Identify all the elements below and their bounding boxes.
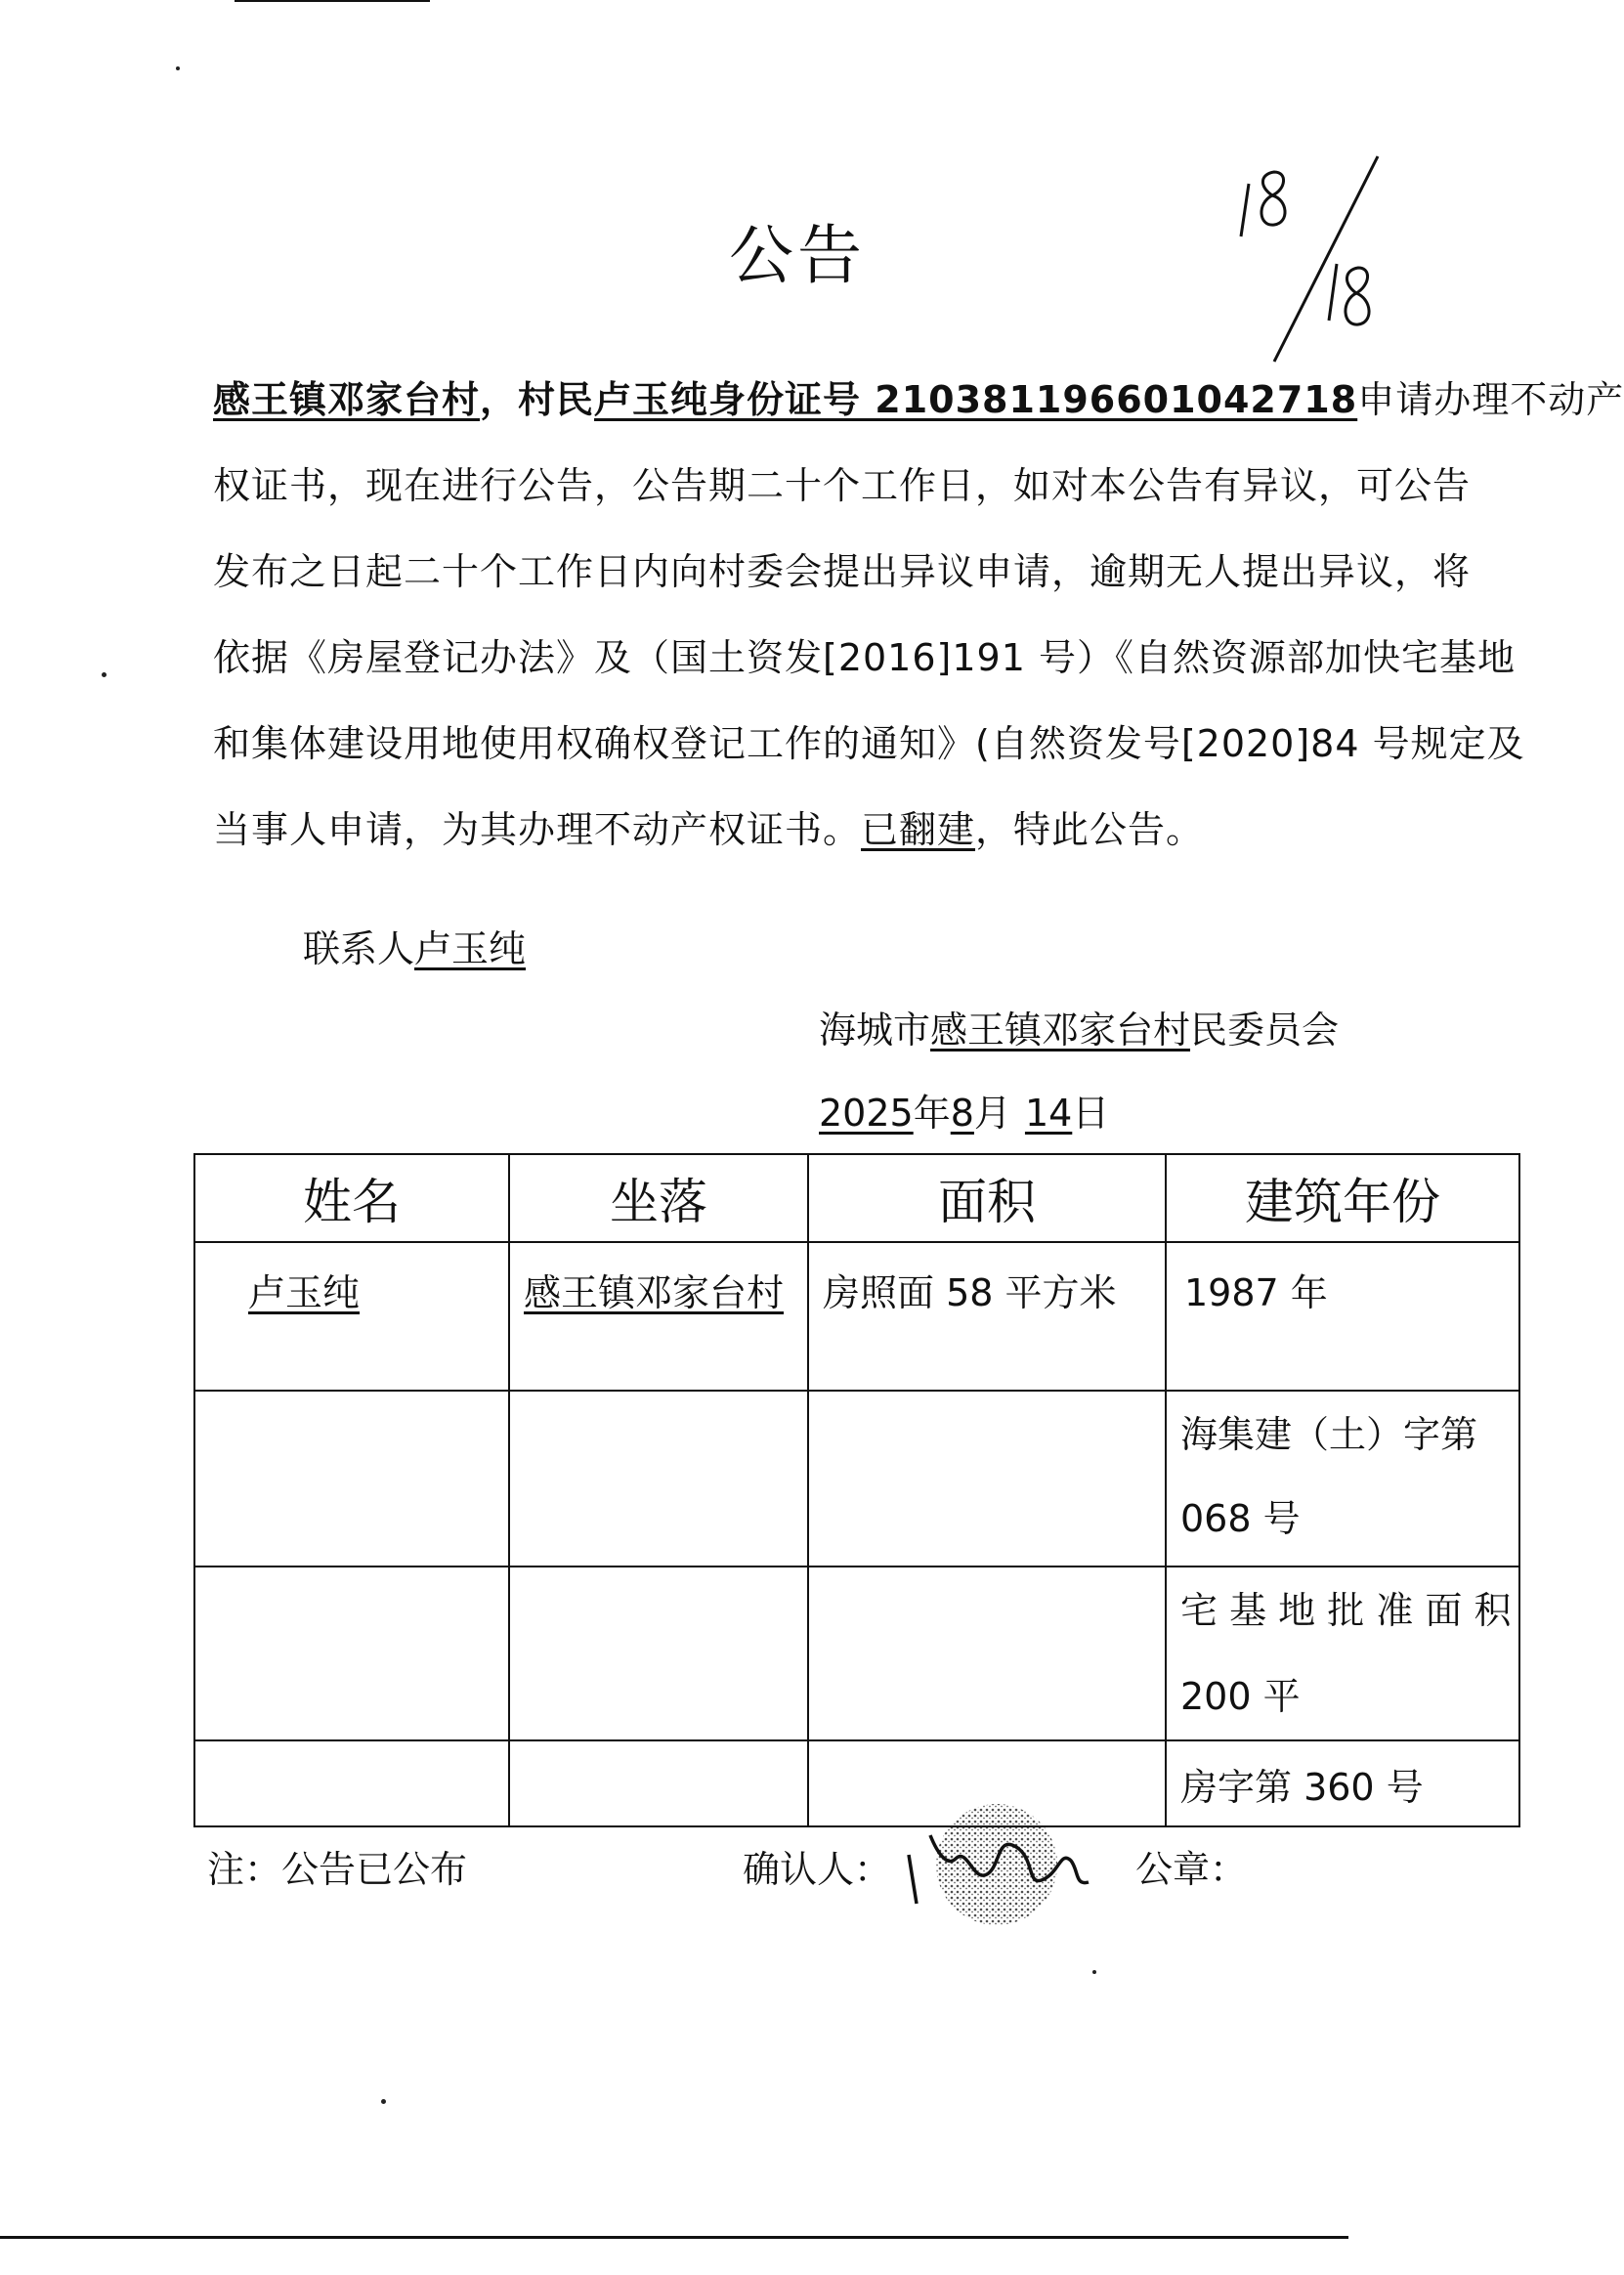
table-row [194, 1391, 1519, 1567]
table-cell [509, 1391, 808, 1567]
cert-number-line-2: 068 号 [1180, 1497, 1301, 1540]
scan-speck [102, 672, 107, 677]
confirm-label: 确认人： [743, 1848, 892, 1891]
date-day: 14 [1024, 1092, 1073, 1135]
table-row [194, 1567, 1519, 1740]
table-cell [194, 1391, 509, 1567]
org-suffix: 民委员会 [1190, 1009, 1340, 1052]
header-location: 坐落 [509, 1154, 808, 1242]
org-village: 感王镇邓家台村 [930, 1009, 1191, 1052]
notice-date [819, 1083, 1109, 1137]
notice-line-2: 权证书，现在进行公告，公告期二十个工作日，如对本公告有异议，可公告 [213, 464, 1472, 507]
resident-label: ，村民 [480, 378, 595, 421]
owner-name: 卢玉纯 [248, 1271, 361, 1314]
table-cell [194, 1740, 509, 1826]
bottom-scan-line [0, 2236, 1348, 2239]
table-cell [194, 1242, 509, 1391]
table-cell [509, 1567, 808, 1740]
scan-speck [1092, 1970, 1096, 1974]
table-cell [808, 1391, 1166, 1567]
homestead-area-line-1: 宅 基 地 批 准 面 积 [1180, 1589, 1512, 1632]
date-year-unit: 年 [913, 1092, 951, 1135]
org-city: 海城市 [819, 1009, 931, 1052]
header-build-year: 建筑年份 [1166, 1154, 1519, 1242]
issuing-organization [819, 1000, 1339, 1053]
apply-text: 申请办理不动产 [1357, 378, 1624, 421]
scan-speck [176, 66, 180, 70]
table-cell: 1987 年 [1166, 1242, 1519, 1391]
contact-label: 联系人 [303, 927, 415, 970]
contact-line [303, 919, 526, 972]
date-day-unit: 日 [1072, 1092, 1110, 1135]
date-year: 2025 [819, 1092, 914, 1135]
notice-line-5: 和集体建设用地使用权确权登记工作的通知》(自然资发号[2020]84 号规定及 [213, 722, 1525, 765]
date-month: 8 [950, 1092, 974, 1135]
date-month-unit: 月 [973, 1092, 1011, 1135]
stamp-signature [879, 1796, 1173, 1937]
resident-id: 卢玉纯身份证号 210381196601042718 [594, 378, 1358, 421]
table-row [194, 1242, 1519, 1391]
village-name: 感王镇邓家台村 [213, 378, 481, 421]
cert-number-line-1: 海集建（土）字第 [1180, 1413, 1478, 1456]
top-scan-line [235, 0, 430, 2]
table-cell: 房照面 58 平方米 [808, 1242, 1166, 1391]
contact-name: 卢玉纯 [414, 927, 527, 970]
notice-closing: ，特此公告。 [975, 808, 1205, 851]
rebuilt-status: 已翻建 [861, 808, 976, 851]
seal-label: 公章： [1135, 1848, 1248, 1891]
scan-speck [381, 2099, 386, 2104]
table-cell [1166, 1567, 1519, 1740]
table-cell [509, 1242, 808, 1391]
table-cell: 房字第 360 号 [1166, 1740, 1519, 1826]
property-table [193, 1153, 1520, 1827]
notice-line-3: 发布之日起二十个工作日内向村委会提出异议申请，逾期无人提出异议，将 [213, 550, 1472, 593]
table-cell [194, 1567, 509, 1740]
table-cell [509, 1740, 808, 1826]
notice-line-1 [213, 369, 1624, 423]
table-cell [808, 1567, 1166, 1740]
table-row [194, 1740, 1519, 1826]
notice-line-6-text: 当事人申请，为其办理不动产权证书。 [213, 808, 862, 851]
publication-note: 注：公告已公布 [207, 1848, 468, 1891]
notice-title: 公告 [729, 218, 866, 293]
header-area: 面积 [808, 1154, 1166, 1242]
notice-line-4: 依据《房屋登记办法》及（国土资发[2016]191 号）《自然资源部加快宅基地 [213, 636, 1516, 679]
table-header-row [194, 1154, 1519, 1242]
homestead-area-line-2: 200 平 [1180, 1675, 1301, 1718]
property-location: 感王镇邓家台村 [524, 1271, 785, 1314]
notice-line-6 [213, 799, 1204, 853]
table-cell [1166, 1391, 1519, 1567]
header-name: 姓名 [194, 1154, 509, 1242]
